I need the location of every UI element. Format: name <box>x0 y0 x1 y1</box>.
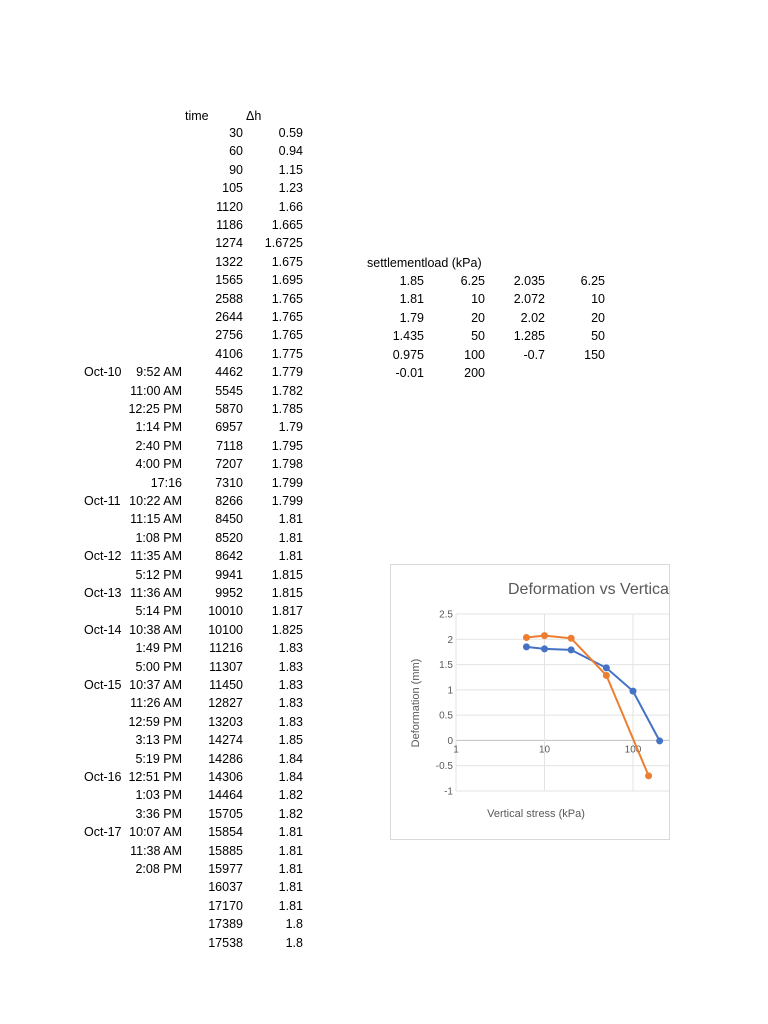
row-delta-h: 1.675 <box>271 254 303 269</box>
row-time-value: 15705 <box>208 806 243 821</box>
settlement-cell: 10 <box>591 292 605 307</box>
data-point <box>541 645 548 652</box>
row-date: Oct-16 <box>84 770 122 784</box>
y-tick-label: 2.5 <box>439 609 453 621</box>
row-delta-h: 1.85 <box>278 733 303 748</box>
row-time-value: 17389 <box>208 917 243 932</box>
row-delta-h: 1.83 <box>278 696 303 711</box>
row-clock-time: 11:38 AM <box>130 843 182 858</box>
x-tick-label: 1 <box>453 744 459 756</box>
row-clock-time: 4:00 PM <box>135 457 182 472</box>
row-delta-h: 1.23 <box>278 181 303 196</box>
row-time-value: 8642 <box>215 549 243 564</box>
row-clock-time: 10:37 AM <box>129 678 182 692</box>
row-time-value: 9941 <box>215 567 243 582</box>
row-clock-time: 5:19 PM <box>135 751 182 766</box>
row-delta-h: 1.815 <box>271 586 303 600</box>
row-time-value: 17170 <box>208 898 243 913</box>
row-time-value: 10010 <box>208 604 243 619</box>
row-clock-time: 11:35 AM <box>130 549 182 564</box>
deformation-chart[interactable] <box>390 564 670 840</box>
settlement-cell: 2.035 <box>513 274 545 288</box>
row-time-value: 90 <box>229 162 243 177</box>
row-delta-h: 1.81 <box>278 549 303 564</box>
row-delta-h: 1.665 <box>271 218 303 232</box>
row-delta-h: 1.765 <box>271 310 303 324</box>
row-time-value: 6957 <box>215 420 243 435</box>
data-point <box>645 772 652 779</box>
row-delta-h: 1.81 <box>278 843 303 858</box>
settlement-cell: 6.25 <box>460 274 485 288</box>
data-point <box>568 646 575 653</box>
row-time-value: 4462 <box>215 365 243 380</box>
row-clock-time: 11:26 AM <box>130 696 182 711</box>
row-clock-time: 9:52 AM <box>136 365 182 380</box>
row-time-value: 16037 <box>208 880 243 895</box>
settlement-cell: 1.285 <box>513 329 545 344</box>
row-date: Oct-13 <box>84 586 122 600</box>
row-delta-h: 1.815 <box>271 567 303 582</box>
row-clock-time: 17:16 <box>150 475 182 490</box>
row-clock-time: 5:14 PM <box>135 604 182 619</box>
row-date: Oct-12 <box>84 549 122 564</box>
y-tick-label: 0.5 <box>439 710 453 722</box>
y-tick-label: 1 <box>447 685 453 697</box>
row-time-value: 10100 <box>208 622 243 637</box>
row-time-value: 2588 <box>215 291 243 306</box>
y-tick-label: 0 <box>447 735 453 747</box>
row-time-value: 1322 <box>215 254 243 269</box>
row-delta-h: 1.799 <box>271 494 303 508</box>
row-time-value: 14464 <box>208 788 243 803</box>
row-clock-time: 1:08 PM <box>135 530 182 545</box>
row-time-value: 5545 <box>215 383 243 398</box>
row-delta-h: 1.8 <box>285 917 303 932</box>
data-point <box>603 672 610 679</box>
data-point <box>630 688 637 695</box>
row-time-value: 7207 <box>215 457 243 472</box>
row-date: Oct-15 <box>84 678 122 692</box>
row-delta-h: 1.66 <box>278 199 303 214</box>
row-time-value: 14286 <box>208 751 243 766</box>
row-time-value: 14306 <box>208 770 243 784</box>
y-tick-label: 2 <box>447 634 453 646</box>
row-date: Oct-11 <box>84 494 121 508</box>
settlement-cell: 6.25 <box>580 274 605 288</box>
row-clock-time: 12:25 PM <box>128 402 182 416</box>
row-clock-time: 3:36 PM <box>135 806 182 821</box>
row-time-value: 5870 <box>215 402 243 416</box>
settlement-cell: 50 <box>471 329 485 344</box>
row-time-value: 1565 <box>215 273 243 288</box>
row-delta-h: 1.779 <box>271 365 303 380</box>
row-time-value: 7310 <box>215 475 243 490</box>
settlement-cell: 1.85 <box>399 274 424 288</box>
row-delta-h: 1.81 <box>278 512 303 527</box>
row-time-value: 11307 <box>209 659 243 674</box>
row-time-value: 11450 <box>209 678 243 692</box>
row-clock-time: 2:08 PM <box>135 862 182 876</box>
row-delta-h: 0.59 <box>278 126 303 140</box>
row-time-value: 14274 <box>208 733 243 748</box>
row-time-value: 15977 <box>208 862 243 876</box>
row-delta-h: 1.81 <box>278 862 303 876</box>
x-tick-label: 10 <box>538 744 551 756</box>
settlement-cell: 1.435 <box>392 329 424 344</box>
row-delta-h: 1.798 <box>271 457 303 472</box>
row-time-value: 30 <box>229 126 243 140</box>
row-clock-time: 12:59 PM <box>128 714 182 729</box>
row-time-value: 4106 <box>215 346 243 361</box>
row-delta-h: 1.8 <box>285 935 303 950</box>
row-clock-time: 3:13 PM <box>135 733 182 748</box>
row-date: Oct-10 <box>84 365 122 380</box>
settlement-cell: -0.7 <box>523 347 545 362</box>
row-delta-h: 1.83 <box>278 641 303 656</box>
row-time-value: 8266 <box>215 494 243 508</box>
row-time-value: 105 <box>222 181 243 196</box>
row-delta-h: 1.79 <box>278 420 303 435</box>
row-clock-time: 11:36 AM <box>130 586 182 600</box>
row-time-value: 1120 <box>216 199 243 214</box>
row-clock-time: 12:51 PM <box>128 770 182 784</box>
row-time-value: 2756 <box>215 328 243 343</box>
row-time-value: 9952 <box>215 586 243 600</box>
row-clock-time: 10:38 AM <box>129 622 182 637</box>
row-time-value: 60 <box>229 144 243 159</box>
row-clock-time: 5:12 PM <box>135 567 182 582</box>
row-clock-time: 5:00 PM <box>135 659 182 674</box>
row-delta-h: 1.83 <box>278 659 303 674</box>
row-time-value: 15885 <box>208 843 243 858</box>
row-clock-time: 1:03 PM <box>135 788 182 803</box>
row-delta-h: 1.82 <box>278 788 303 803</box>
data-point <box>541 632 548 639</box>
data-point <box>523 634 530 641</box>
row-delta-h: 1.765 <box>271 328 303 343</box>
data-point <box>603 664 610 671</box>
row-time-value: 8450 <box>215 512 243 527</box>
settlement-cell: 20 <box>591 310 605 325</box>
row-delta-h: 1.83 <box>278 714 303 729</box>
chart-title: Deformation vs Vertica <box>508 581 669 598</box>
row-delta-h: 1.81 <box>278 880 303 895</box>
row-delta-h: 1.782 <box>271 383 303 398</box>
settlement-cell: 0.975 <box>392 347 424 362</box>
row-clock-time: 1:49 PM <box>135 641 182 656</box>
data-point <box>568 635 575 642</box>
settlement-cell: 20 <box>471 310 485 325</box>
row-delta-h: 1.84 <box>278 770 303 784</box>
chart-svg <box>391 565 669 839</box>
row-time-value: 8520 <box>215 530 243 545</box>
settlement-cell: 200 <box>464 366 485 380</box>
y-tick-label: 1.5 <box>439 660 453 672</box>
row-delta-h: 1.81 <box>278 898 303 913</box>
row-clock-time: 11:15 AM <box>130 512 182 527</box>
header-delta-h: Δh <box>246 109 262 123</box>
row-date: Oct-17 <box>84 825 122 840</box>
settlement-cell: 150 <box>584 347 605 362</box>
settlement-cell: 10 <box>471 292 485 307</box>
row-delta-h: 1.817 <box>271 604 303 619</box>
row-time-value: 2644 <box>215 310 243 324</box>
row-clock-time: 11:00 AM <box>130 383 182 398</box>
row-delta-h: 1.83 <box>278 678 303 692</box>
x-axis-label: Vertical stress (kPa) <box>487 808 585 820</box>
settlement-cell: -0.01 <box>395 366 424 380</box>
row-clock-time: 10:22 AM <box>129 494 182 508</box>
row-delta-h: 1.765 <box>271 291 303 306</box>
row-delta-h: 1.785 <box>271 402 303 416</box>
row-delta-h: 0.94 <box>278 144 303 159</box>
row-date: Oct-14 <box>84 622 122 637</box>
settlement-cell: 50 <box>591 329 605 344</box>
row-delta-h: 1.6725 <box>264 236 303 251</box>
row-delta-h: 1.825 <box>271 622 303 637</box>
y-tick-label: -0.5 <box>435 761 453 773</box>
row-time-value: 12827 <box>208 696 243 711</box>
settlement-cell: 2.072 <box>513 292 545 307</box>
header-time: time <box>185 109 209 123</box>
row-delta-h: 1.795 <box>271 438 303 453</box>
row-clock-time: 2:40 PM <box>135 438 182 453</box>
settlement-header: settlementload (kPa) <box>367 256 482 270</box>
row-time-value: 17538 <box>208 935 243 950</box>
row-time-value: 13203 <box>208 714 243 729</box>
settlement-cell: 100 <box>464 347 485 362</box>
row-clock-time: 10:07 AM <box>129 825 182 840</box>
row-time-value: 1186 <box>216 218 243 232</box>
row-delta-h: 1.82 <box>278 806 303 821</box>
row-time-value: 15854 <box>208 825 243 840</box>
row-delta-h: 1.81 <box>278 825 303 840</box>
y-axis-label: Deformation (mm) <box>410 658 422 748</box>
row-time-value: 11216 <box>209 641 243 656</box>
data-point <box>523 643 530 650</box>
row-delta-h: 1.799 <box>271 475 303 490</box>
row-time-value: 7118 <box>216 438 243 453</box>
row-delta-h: 1.84 <box>278 751 303 766</box>
row-delta-h: 1.81 <box>278 530 303 545</box>
x-tick-label: 100 <box>624 744 642 756</box>
row-clock-time: 1:14 PM <box>135 420 182 435</box>
settlement-cell: 1.81 <box>399 292 424 307</box>
settlement-cell: 1.79 <box>399 310 424 325</box>
row-delta-h: 1.695 <box>271 273 303 288</box>
data-point <box>656 737 663 744</box>
row-time-value: 1274 <box>215 236 243 251</box>
settlement-cell: 2.02 <box>520 310 545 325</box>
row-delta-h: 1.15 <box>278 162 303 177</box>
row-delta-h: 1.775 <box>271 346 303 361</box>
y-tick-label: -1 <box>444 786 453 798</box>
